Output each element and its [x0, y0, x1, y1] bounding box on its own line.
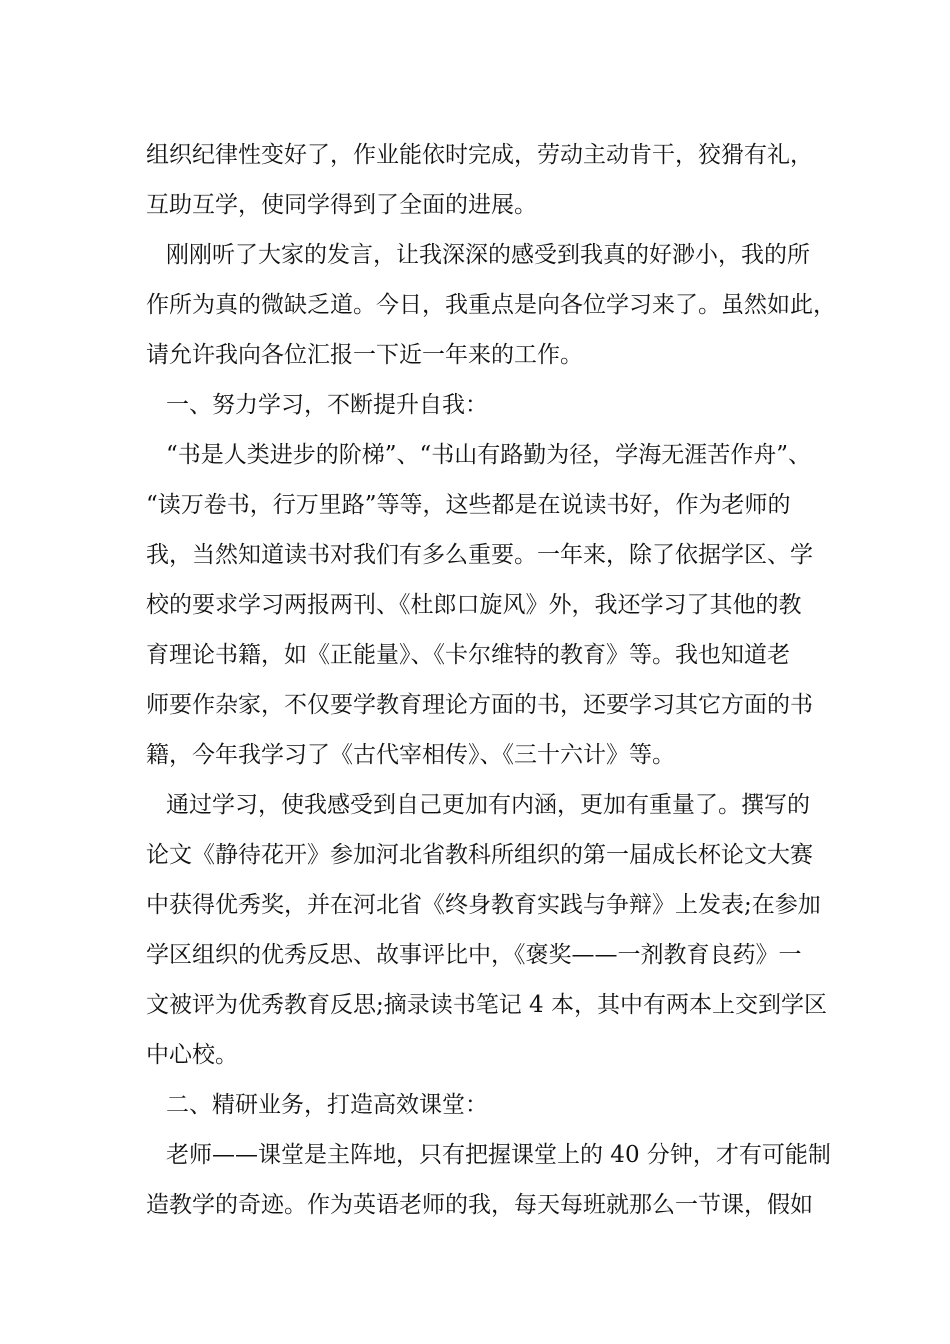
- paragraph-start-line: 通过学习，使我感受到自己更加有内涵，更加有重量了。撰写的: [166, 792, 810, 818]
- text-line: 师要作杂家，不仅要学教育理论方面的书，还要学习其它方面的书: [146, 692, 813, 718]
- text-line: 学区组织的优秀反思、故事评比中，《褒奖——一剂教育良药》一: [146, 942, 802, 968]
- paragraph-start-line: 刚刚听了大家的发言，让我深深的感受到我真的好渺小，我的所: [166, 242, 810, 268]
- text-line: 中获得优秀奖，并在河北省《终身教育实践与争辩》上发表;在参加: [146, 892, 821, 918]
- text-line: 文被评为优秀教育反思;摘录读书笔记 4 本，其中有两本上交到学区: [146, 992, 828, 1018]
- text-line: 组织纪律性变好了，作业能依时完成，劳动主动肯干，狡猾有礼，: [146, 142, 813, 168]
- document-body: [146, 130, 836, 1230]
- text-line: 育理论书籍，如《正能量》、《卡尔维特的教育》等。我也知道老: [146, 642, 790, 668]
- text-line: 请允许我向各位汇报一下近一年来的工作。: [146, 342, 583, 368]
- text-line: “读万卷书，行万里路”等等，这些都是在说读书好，作为老师的: [146, 492, 791, 518]
- section-heading: 一、努力学习，不断提升自我：: [166, 392, 488, 418]
- text-line: 互助互学，使同学得到了全面的进展。: [146, 192, 537, 218]
- text-line: 造教学的奇迹。作为英语老师的我，每天每班就那么一节课，假如: [146, 1192, 813, 1218]
- section-heading: 二、精研业务，打造高效课堂：: [166, 1092, 488, 1118]
- paragraph-start-line: “书是人类进步的阶梯”、“书山有路勤为径，学海无涯苦作舟”、: [166, 442, 812, 468]
- text-line: 我，当然知道读书对我们有多么重要。一年来，除了依据学区、学: [146, 542, 813, 568]
- text-line: 中心校。: [146, 1042, 238, 1068]
- text-line: 作所为真的微缺乏道。今日，我重点是向各位学习来了。虽然如此，: [146, 292, 836, 318]
- text-line: 论文《静待花开》参加河北省教科所组织的第一届成长杯论文大赛: [146, 842, 813, 868]
- text-line: 籍，今年我学习了《古代宰相传》、《三十六计》等。: [146, 742, 675, 768]
- text-line: 校的要求学习两报两刊、《杜郎口旋风》外，我还学习了其他的教: [146, 592, 802, 618]
- paragraph-start-line: 老师——课堂是主阵地，只有把握课堂上的 40 分钟，才有可能制: [166, 1142, 831, 1168]
